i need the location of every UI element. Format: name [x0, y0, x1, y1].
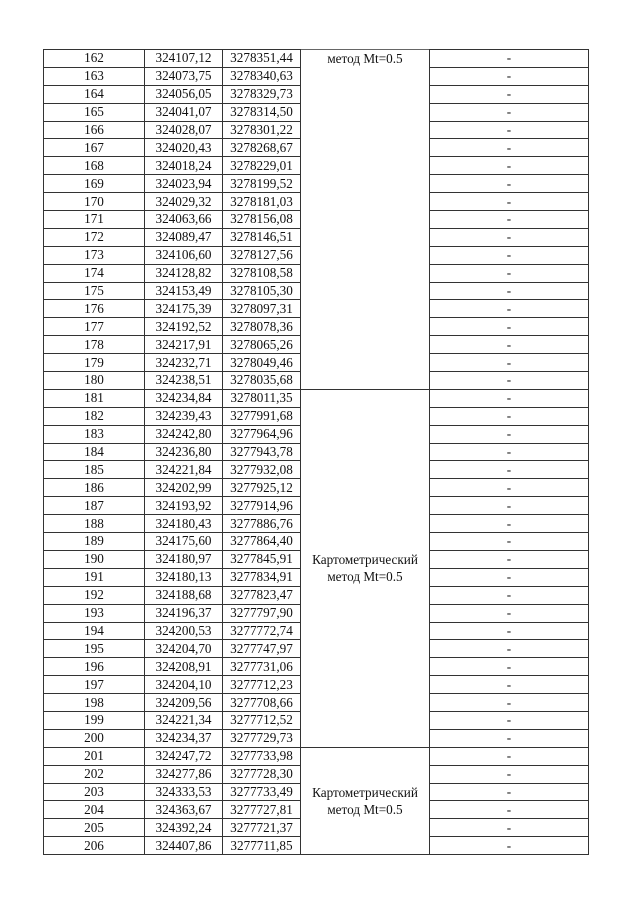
y-coordinate-cell: 3278078,36 — [223, 318, 301, 336]
x-coordinate-cell: 324193,92 — [145, 497, 223, 515]
method-cell — [301, 389, 430, 747]
point-number-cell: 183 — [44, 425, 145, 443]
point-number-cell: 190 — [44, 550, 145, 568]
y-coordinate-cell: 3278301,22 — [223, 121, 301, 139]
point-number-cell: 182 — [44, 407, 145, 425]
x-coordinate-cell: 324221,84 — [145, 461, 223, 479]
x-coordinate-cell: 324175,39 — [145, 300, 223, 318]
note-cell: - — [430, 246, 589, 264]
y-coordinate-cell: 3277991,68 — [223, 407, 301, 425]
y-coordinate-cell: 3278181,03 — [223, 193, 301, 211]
method-label: метод Mt=0.5 — [327, 51, 403, 66]
x-coordinate-cell: 324107,12 — [145, 50, 223, 68]
x-coordinate-cell: 324202,99 — [145, 479, 223, 497]
y-coordinate-cell: 3278108,58 — [223, 264, 301, 282]
point-number-cell: 195 — [44, 640, 145, 658]
point-number-cell: 171 — [44, 211, 145, 229]
y-coordinate-cell: 3277772,74 — [223, 622, 301, 640]
note-cell: - — [430, 139, 589, 157]
note-cell: - — [430, 103, 589, 121]
method-label: метод Mt=0.5 — [327, 801, 403, 817]
note-cell: - — [430, 372, 589, 390]
y-coordinate-cell: 3278351,44 — [223, 50, 301, 68]
x-coordinate-cell: 324200,53 — [145, 622, 223, 640]
note-cell: - — [430, 586, 589, 604]
y-coordinate-cell: 3277712,23 — [223, 676, 301, 694]
point-number-cell: 175 — [44, 282, 145, 300]
y-coordinate-cell: 3277932,08 — [223, 461, 301, 479]
y-coordinate-cell: 3277728,30 — [223, 765, 301, 783]
point-number-cell: 172 — [44, 228, 145, 246]
x-coordinate-cell: 324063,66 — [145, 211, 223, 229]
note-cell: - — [430, 497, 589, 515]
note-cell: - — [430, 568, 589, 586]
point-number-cell: 179 — [44, 354, 145, 372]
method-label: Картометрический — [312, 552, 418, 568]
y-coordinate-cell: 3277733,49 — [223, 783, 301, 801]
y-coordinate-cell: 3277823,47 — [223, 586, 301, 604]
y-coordinate-cell: 3277721,37 — [223, 819, 301, 837]
point-number-cell: 199 — [44, 711, 145, 729]
point-number-cell: 206 — [44, 837, 145, 855]
x-coordinate-cell: 324236,80 — [145, 443, 223, 461]
y-coordinate-cell: 3277914,96 — [223, 497, 301, 515]
x-coordinate-cell: 324407,86 — [145, 837, 223, 855]
note-cell: - — [430, 443, 589, 461]
y-coordinate-cell: 3278146,51 — [223, 228, 301, 246]
x-coordinate-cell: 324247,72 — [145, 747, 223, 765]
point-number-cell: 178 — [44, 336, 145, 354]
point-number-cell: 170 — [44, 193, 145, 211]
x-coordinate-cell: 324242,80 — [145, 425, 223, 443]
point-number-cell: 180 — [44, 372, 145, 390]
y-coordinate-cell: 3277711,85 — [223, 837, 301, 855]
y-coordinate-cell: 3278340,63 — [223, 67, 301, 85]
point-number-cell: 167 — [44, 139, 145, 157]
x-coordinate-cell: 324180,97 — [145, 550, 223, 568]
note-cell: - — [430, 837, 589, 855]
point-number-cell: 188 — [44, 515, 145, 533]
point-number-cell: 186 — [44, 479, 145, 497]
note-cell: - — [430, 67, 589, 85]
x-coordinate-cell: 324018,24 — [145, 157, 223, 175]
point-number-cell: 176 — [44, 300, 145, 318]
note-cell: - — [430, 407, 589, 425]
point-number-cell: 187 — [44, 497, 145, 515]
y-coordinate-cell: 3277864,40 — [223, 533, 301, 551]
point-number-cell: 204 — [44, 801, 145, 819]
table-row — [44, 389, 589, 407]
x-coordinate-cell: 324029,32 — [145, 193, 223, 211]
x-coordinate-cell: 324128,82 — [145, 264, 223, 282]
note-cell: - — [430, 765, 589, 783]
point-number-cell: 203 — [44, 783, 145, 801]
x-coordinate-cell: 324192,52 — [145, 318, 223, 336]
point-number-cell: 205 — [44, 819, 145, 837]
x-coordinate-cell: 324073,75 — [145, 67, 223, 85]
note-cell: - — [430, 282, 589, 300]
y-coordinate-cell: 3277712,52 — [223, 711, 301, 729]
point-number-cell: 194 — [44, 622, 145, 640]
x-coordinate-cell: 324234,84 — [145, 389, 223, 407]
y-coordinate-cell: 3277964,96 — [223, 425, 301, 443]
y-coordinate-cell: 3277727,81 — [223, 801, 301, 819]
point-number-cell: 173 — [44, 246, 145, 264]
note-cell: - — [430, 819, 589, 837]
point-number-cell: 168 — [44, 157, 145, 175]
point-number-cell: 174 — [44, 264, 145, 282]
x-coordinate-cell: 324217,91 — [145, 336, 223, 354]
x-coordinate-cell: 324204,10 — [145, 676, 223, 694]
x-coordinate-cell: 324153,49 — [145, 282, 223, 300]
y-coordinate-cell: 3278105,30 — [223, 282, 301, 300]
y-coordinate-cell: 3277733,98 — [223, 747, 301, 765]
y-coordinate-cell: 3277747,97 — [223, 640, 301, 658]
y-coordinate-cell: 3278049,46 — [223, 354, 301, 372]
point-number-cell: 189 — [44, 533, 145, 551]
x-coordinate-cell: 324209,56 — [145, 694, 223, 712]
y-coordinate-cell: 3278268,67 — [223, 139, 301, 157]
x-coordinate-cell: 324023,94 — [145, 175, 223, 193]
x-coordinate-cell: 324180,13 — [145, 568, 223, 586]
x-coordinate-cell: 324041,07 — [145, 103, 223, 121]
note-cell: - — [430, 389, 589, 407]
point-number-cell: 200 — [44, 729, 145, 747]
note-cell: - — [430, 121, 589, 139]
y-coordinate-cell: 3278314,50 — [223, 103, 301, 121]
note-cell: - — [430, 264, 589, 282]
note-cell: - — [430, 676, 589, 694]
x-coordinate-cell: 324277,86 — [145, 765, 223, 783]
point-number-cell: 164 — [44, 85, 145, 103]
y-coordinate-cell: 3277925,12 — [223, 479, 301, 497]
note-cell: - — [430, 747, 589, 765]
x-coordinate-cell: 324221,34 — [145, 711, 223, 729]
point-number-cell: 193 — [44, 604, 145, 622]
point-number-cell: 202 — [44, 765, 145, 783]
x-coordinate-cell: 324239,43 — [145, 407, 223, 425]
x-coordinate-cell: 324196,37 — [145, 604, 223, 622]
y-coordinate-cell: 3278065,26 — [223, 336, 301, 354]
y-coordinate-cell: 3277834,91 — [223, 568, 301, 586]
note-cell: - — [430, 211, 589, 229]
note-cell: - — [430, 801, 589, 819]
x-coordinate-cell: 324175,60 — [145, 533, 223, 551]
note-cell: - — [430, 729, 589, 747]
x-coordinate-cell: 324238,51 — [145, 372, 223, 390]
x-coordinate-cell: 324392,24 — [145, 819, 223, 837]
y-coordinate-cell: 3278229,01 — [223, 157, 301, 175]
y-coordinate-cell: 3277731,06 — [223, 658, 301, 676]
x-coordinate-cell: 324188,68 — [145, 586, 223, 604]
point-number-cell: 198 — [44, 694, 145, 712]
x-coordinate-cell: 324333,53 — [145, 783, 223, 801]
point-number-cell: 192 — [44, 586, 145, 604]
point-number-cell: 201 — [44, 747, 145, 765]
x-coordinate-cell: 324232,71 — [145, 354, 223, 372]
note-cell: - — [430, 193, 589, 211]
y-coordinate-cell: 3277943,78 — [223, 443, 301, 461]
x-coordinate-cell: 324020,43 — [145, 139, 223, 157]
x-coordinate-cell: 324056,05 — [145, 85, 223, 103]
point-number-cell: 197 — [44, 676, 145, 694]
y-coordinate-cell: 3278199,52 — [223, 175, 301, 193]
x-coordinate-cell: 324208,91 — [145, 658, 223, 676]
method-label: метод Mt=0.5 — [327, 569, 403, 585]
note-cell: - — [430, 157, 589, 175]
y-coordinate-cell: 3278097,31 — [223, 300, 301, 318]
x-coordinate-cell: 324204,70 — [145, 640, 223, 658]
y-coordinate-cell: 3277729,73 — [223, 729, 301, 747]
note-cell: - — [430, 604, 589, 622]
note-cell: - — [430, 354, 589, 372]
table-row — [44, 50, 589, 68]
point-number-cell: 177 — [44, 318, 145, 336]
y-coordinate-cell: 3278127,56 — [223, 246, 301, 264]
point-number-cell: 166 — [44, 121, 145, 139]
note-cell: - — [430, 550, 589, 568]
note-cell: - — [430, 783, 589, 801]
note-cell: - — [430, 622, 589, 640]
coordinates-table-body — [44, 50, 589, 855]
coordinates-table — [43, 49, 589, 855]
method-cell — [301, 747, 430, 854]
method-label: Картометрический — [312, 784, 418, 800]
point-number-cell: 165 — [44, 103, 145, 121]
point-number-cell: 181 — [44, 389, 145, 407]
note-cell: - — [430, 175, 589, 193]
point-number-cell: 196 — [44, 658, 145, 676]
note-cell: - — [430, 300, 589, 318]
note-cell: - — [430, 50, 589, 68]
point-number-cell: 184 — [44, 443, 145, 461]
y-coordinate-cell: 3277845,91 — [223, 550, 301, 568]
y-coordinate-cell: 3277708,66 — [223, 694, 301, 712]
note-cell: - — [430, 711, 589, 729]
y-coordinate-cell: 3278329,73 — [223, 85, 301, 103]
note-cell: - — [430, 461, 589, 479]
point-number-cell: 191 — [44, 568, 145, 586]
table-row — [44, 747, 589, 765]
x-coordinate-cell: 324363,67 — [145, 801, 223, 819]
y-coordinate-cell: 3278035,68 — [223, 372, 301, 390]
note-cell: - — [430, 425, 589, 443]
y-coordinate-cell: 3278156,08 — [223, 211, 301, 229]
point-number-cell: 162 — [44, 50, 145, 68]
y-coordinate-cell: 3277886,76 — [223, 515, 301, 533]
x-coordinate-cell: 324089,47 — [145, 228, 223, 246]
note-cell: - — [430, 533, 589, 551]
x-coordinate-cell: 324106,60 — [145, 246, 223, 264]
note-cell: - — [430, 658, 589, 676]
point-number-cell: 169 — [44, 175, 145, 193]
y-coordinate-cell: 3278011,35 — [223, 389, 301, 407]
note-cell: - — [430, 640, 589, 658]
method-cell — [301, 50, 430, 390]
note-cell: - — [430, 85, 589, 103]
x-coordinate-cell: 324180,43 — [145, 515, 223, 533]
note-cell: - — [430, 336, 589, 354]
y-coordinate-cell: 3277797,90 — [223, 604, 301, 622]
note-cell: - — [430, 318, 589, 336]
note-cell: - — [430, 694, 589, 712]
point-number-cell: 185 — [44, 461, 145, 479]
note-cell: - — [430, 515, 589, 533]
note-cell: - — [430, 479, 589, 497]
point-number-cell: 163 — [44, 67, 145, 85]
x-coordinate-cell: 324234,37 — [145, 729, 223, 747]
x-coordinate-cell: 324028,07 — [145, 121, 223, 139]
note-cell: - — [430, 228, 589, 246]
